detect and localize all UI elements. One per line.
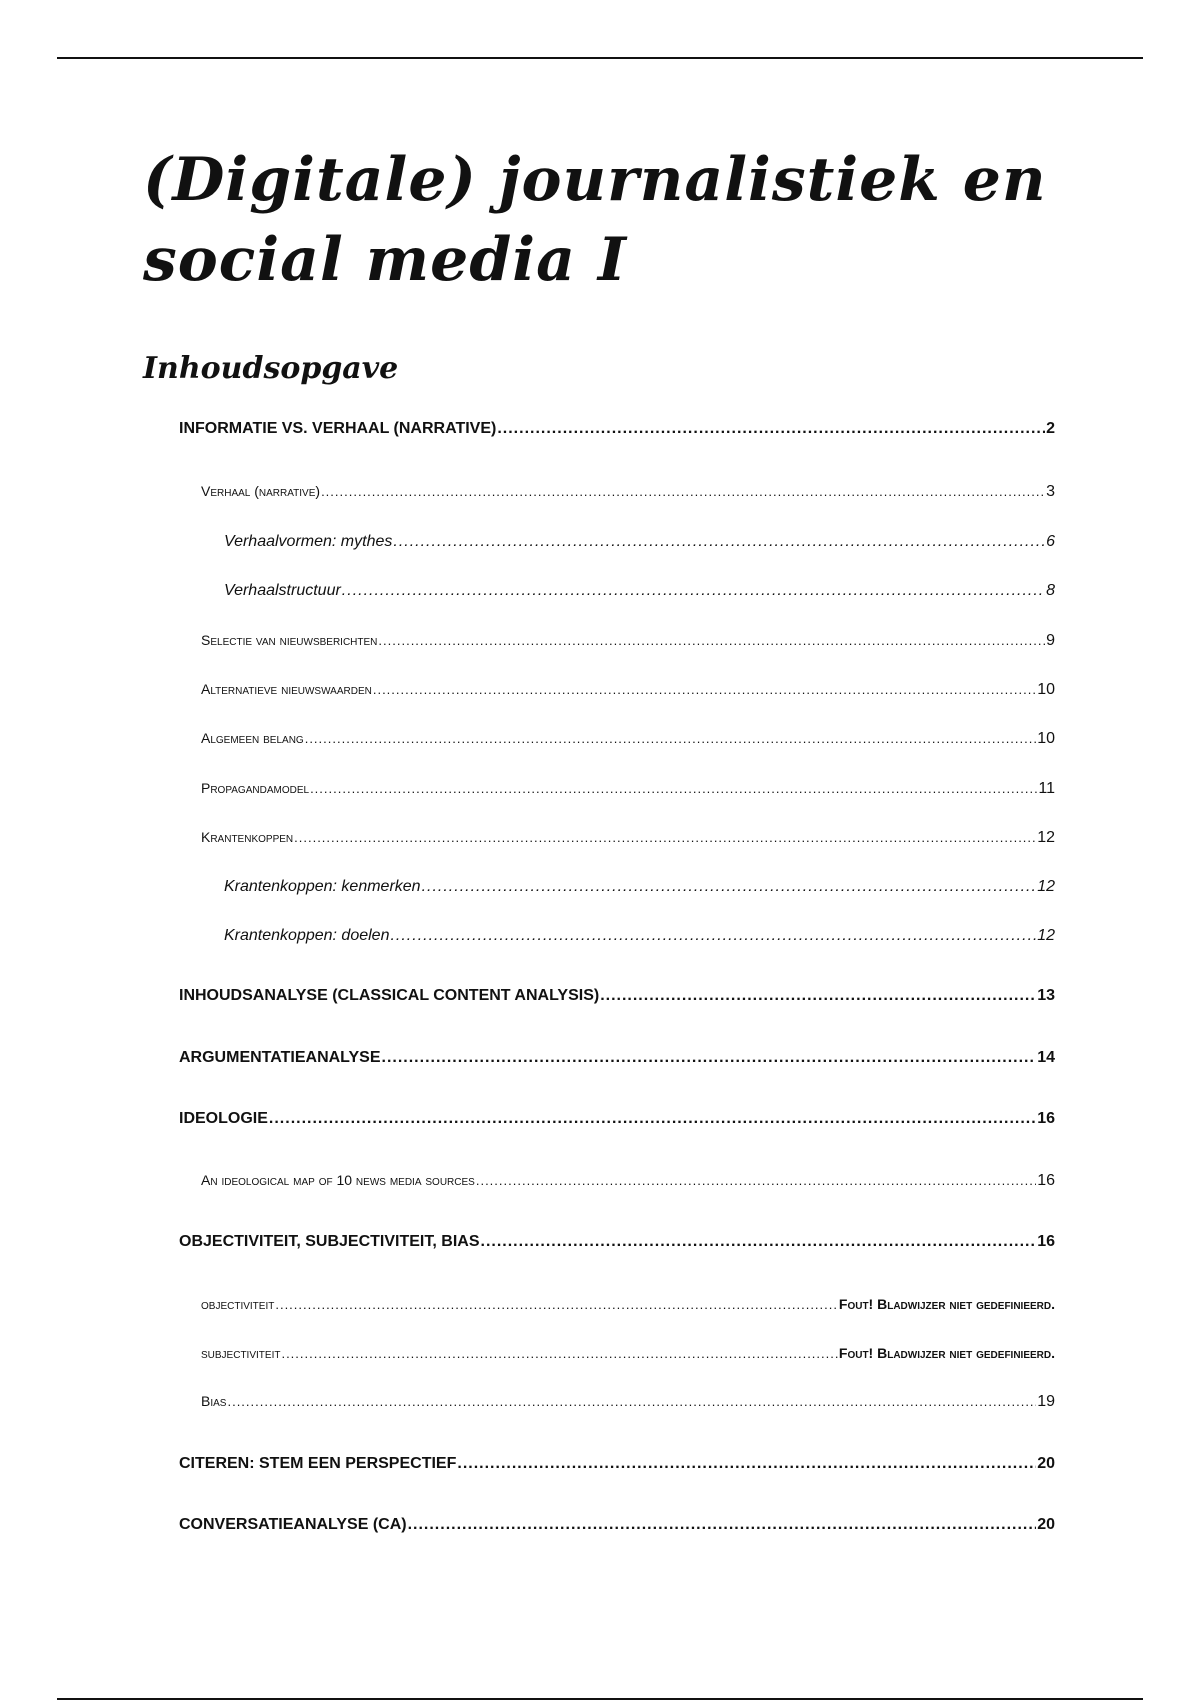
toc-entry-page: 20: [1037, 1516, 1055, 1533]
toc-entry-label: ARGUMENTATIEANALYSE: [179, 1049, 381, 1066]
toc-entry-label: Alternatieve nieuwswaarden: [201, 681, 372, 697]
toc-leader-dots: [294, 830, 1036, 845]
toc-entry-page: 12: [1037, 878, 1055, 895]
toc-leader-dots: [457, 1455, 1036, 1473]
toc-leader-dots: [227, 1394, 1036, 1409]
toc-entry[interactable]: [201, 730, 1055, 748]
toc-leader-dots: [378, 633, 1045, 648]
toc-entry-label: Krantenkoppen: kenmerken: [224, 878, 421, 895]
toc-leader-dots: [393, 533, 1045, 551]
toc-entry-page: 12: [1037, 927, 1055, 944]
toc-entry[interactable]: [201, 483, 1055, 501]
toc-entry[interactable]: [224, 582, 1055, 600]
toc-entry-label: CITEREN: STEM EEN PERSPECTIEF: [179, 1455, 457, 1472]
toc-leader-dots: [422, 878, 1037, 896]
toc-entry-page: 14: [1037, 1049, 1055, 1066]
toc-entry-label: Verhaal (narrative): [201, 483, 321, 499]
toc-entry[interactable]: [179, 1455, 1055, 1473]
toc-leader-dots: [600, 987, 1036, 1005]
toc-entry-label: Krantenkoppen: [201, 829, 294, 845]
toc-entry-page: 16: [1037, 1233, 1055, 1250]
toc-entry[interactable]: [201, 681, 1055, 699]
toc-leader-dots: [476, 1173, 1036, 1188]
toc-entry-label: An ideological map of 10 news media sources: [201, 1172, 475, 1188]
toc-entry-label: objectiviteit: [201, 1296, 275, 1312]
document-title: (Digitale) journalistiek en social media I: [143, 145, 1047, 295]
toc-entry[interactable]: [201, 1296, 1055, 1312]
toc-entry-page: 13: [1037, 987, 1055, 1004]
toc-entry-page: 10: [1037, 681, 1055, 698]
toc-entry[interactable]: [201, 1345, 1055, 1361]
toc-entry-label: subjectiviteit: [201, 1345, 281, 1361]
toc-entry-label: INFORMATIE VS. VERHAAL (NARRATIVE): [179, 420, 497, 437]
toc-entry[interactable]: [179, 1049, 1055, 1067]
toc-entry-label: Verhaalvormen: mythes: [224, 533, 393, 550]
toc-leader-dots: [321, 484, 1045, 499]
toc-entry-label: Algemeen belang: [201, 730, 304, 746]
toc-leader-dots: [497, 420, 1045, 438]
toc-entry[interactable]: [224, 533, 1055, 551]
toc-leader-dots: [481, 1233, 1037, 1251]
toc-leader-dots: [382, 1049, 1037, 1067]
toc-leader-dots: [310, 781, 1037, 796]
toc-entry-label: Selectie van nieuwsberichten: [201, 632, 378, 648]
toc-leader-dots: [305, 731, 1037, 746]
toc-entry[interactable]: [201, 1172, 1055, 1190]
toc-heading: Inhoudsopgave: [143, 351, 399, 386]
toc-entry-label: INHOUDSANALYSE (CLASSICAL CONTENT ANALYSIS): [179, 987, 600, 1004]
toc-entry[interactable]: [201, 780, 1055, 798]
toc-entry-error: Fout! Bladwijzer niet gedefinieerd.: [838, 1345, 1055, 1361]
toc-entry-page: 16: [1037, 1172, 1055, 1189]
toc-entry-page: 3: [1046, 483, 1055, 500]
toc-entry-label: Krantenkoppen: doelen: [224, 927, 390, 944]
toc-entry[interactable]: [179, 1233, 1055, 1251]
toc-entry-page: 9: [1046, 632, 1055, 649]
toc-entry[interactable]: [201, 1393, 1055, 1411]
toc-entry-label: Bias: [201, 1393, 227, 1409]
toc-entry-label: CONVERSATIEANALYSE (CA): [179, 1516, 407, 1533]
toc-leader-dots: [342, 582, 1045, 600]
toc-entry[interactable]: [201, 829, 1055, 847]
toc-leader-dots: [408, 1516, 1037, 1534]
toc-entry[interactable]: [179, 987, 1055, 1005]
toc-entry[interactable]: [179, 1516, 1055, 1534]
toc-entry[interactable]: [224, 878, 1055, 896]
toc-entry-page: 16: [1037, 1110, 1055, 1127]
toc-entry[interactable]: [179, 1110, 1055, 1128]
toc-entry-page: 2: [1046, 420, 1055, 437]
toc-entry-label: OBJECTIVITEIT, SUBJECTIVITEIT, BIAS: [179, 1233, 480, 1250]
toc-leader-dots: [373, 682, 1036, 697]
toc-leader-dots: [269, 1110, 1036, 1128]
toc-entry-page: 8: [1046, 582, 1055, 599]
toc-entry-page: 12: [1037, 829, 1055, 846]
toc-entry-page: 20: [1037, 1455, 1055, 1472]
toc-leader-dots: [390, 927, 1036, 945]
toc-entry-label: Propagandamodel: [201, 780, 310, 796]
toc-entry-label: Verhaalstructuur: [224, 582, 341, 599]
toc-entry-page: 19: [1037, 1393, 1055, 1410]
toc-entry[interactable]: [179, 420, 1055, 438]
toc-entry[interactable]: [201, 632, 1055, 650]
toc-entry-label: IDEOLOGIE: [179, 1110, 268, 1127]
toc-entry[interactable]: [224, 927, 1055, 945]
toc-leader-dots: [275, 1297, 838, 1312]
toc-entry-page: 11: [1038, 780, 1055, 797]
header-rule: [57, 57, 1143, 59]
toc-leader-dots: [281, 1346, 837, 1361]
toc-entry-page: 6: [1046, 533, 1055, 550]
toc-entry-page: 10: [1037, 730, 1055, 747]
toc-entry-error: Fout! Bladwijzer niet gedefinieerd.: [838, 1296, 1055, 1312]
